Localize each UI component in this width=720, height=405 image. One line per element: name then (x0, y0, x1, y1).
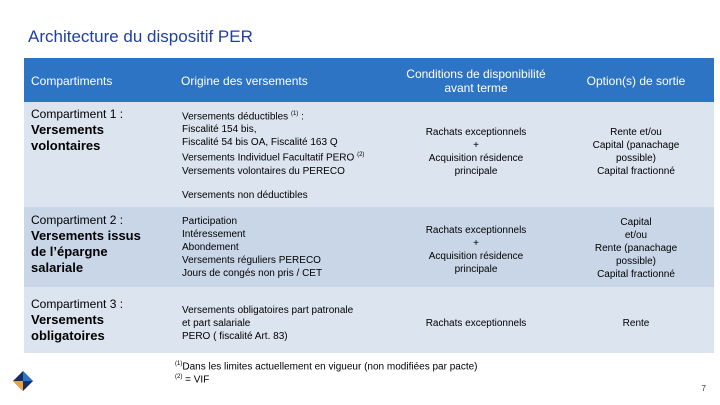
origin-line: Versements Individuel Facultatif PERO $^{(2)}$ (182, 152, 365, 164)
compartment-1 (31, 107, 171, 154)
compartment-3 (31, 297, 171, 344)
origin-row-2: Participation Intéressement Abondement Versements réguliers PERECO Jours de congés non pris / CET (182, 216, 323, 279)
header-conditions: Conditions de disponibilité avant terme (406, 67, 546, 95)
origin-row-3: Versements obligatoires part patronale et part salariale PERO ( fiscalité Art. 83) (182, 305, 354, 342)
conditions-row-1: Rachats exceptionnels + Acquisition résidence principale (425, 127, 527, 177)
compartment-title-line: Versements (31, 122, 104, 137)
exit-row-2: Capital et/ou Rente (panachage possible) Capital fractionné (594, 217, 678, 280)
origin-lead: Versements déductibles $^{(1)}$ : (182, 111, 304, 123)
conditions-row-3: Rachats exceptionnels (425, 318, 527, 329)
compartment-title-line: Versements issus (31, 228, 141, 243)
origin-row-1 (182, 108, 397, 178)
header-exit: Option(s) de sortie (586, 74, 686, 88)
compartment-heading: Compartiment 1 : (31, 107, 124, 121)
per-architecture-table (24, 58, 714, 353)
compartment-title-line: de l’épargne (31, 244, 108, 259)
compartment-title-line: volontaires (31, 138, 101, 153)
compartment-2 (31, 213, 171, 276)
page-title: Architecture du dispositif PER (28, 27, 253, 46)
exit-row-1: Rente et/ou Capital (panachage possible) Capital fractionné (592, 127, 680, 177)
compartment-heading: Compartiment 2 : (31, 213, 124, 227)
exit-row-3: Rente (622, 318, 650, 329)
origin-line: Fiscalité 154 bis, (182, 124, 257, 136)
header-compartments: Compartiments (31, 74, 113, 88)
footnote-2: $^{(2)}$ = VIF (175, 374, 210, 386)
page-number: 7 (701, 384, 706, 393)
compartment-heading: Compartiment 3 : (31, 297, 124, 311)
compartment-title-line: salariale (31, 260, 84, 275)
origin-extra: Versements non déductibles (182, 190, 308, 201)
origin-line: Fiscalité 54 bis OA, Fiscalité 163 Q (182, 137, 338, 149)
compartment-title-line: obligatoires (31, 328, 105, 343)
footnote-1: $^{(1)}$Dans les limites actuellement en vigueur (non modifiées par pacte) (175, 361, 478, 373)
conditions-row-2: Rachats exceptionnels + Acquisition résidence principale (425, 225, 527, 275)
header-origin: Origine des versements (181, 74, 308, 88)
origin-line: Versements volontaires du PERECO (182, 165, 345, 177)
brand-logo-icon (12, 370, 34, 392)
compartment-title-line: Versements (31, 312, 104, 327)
